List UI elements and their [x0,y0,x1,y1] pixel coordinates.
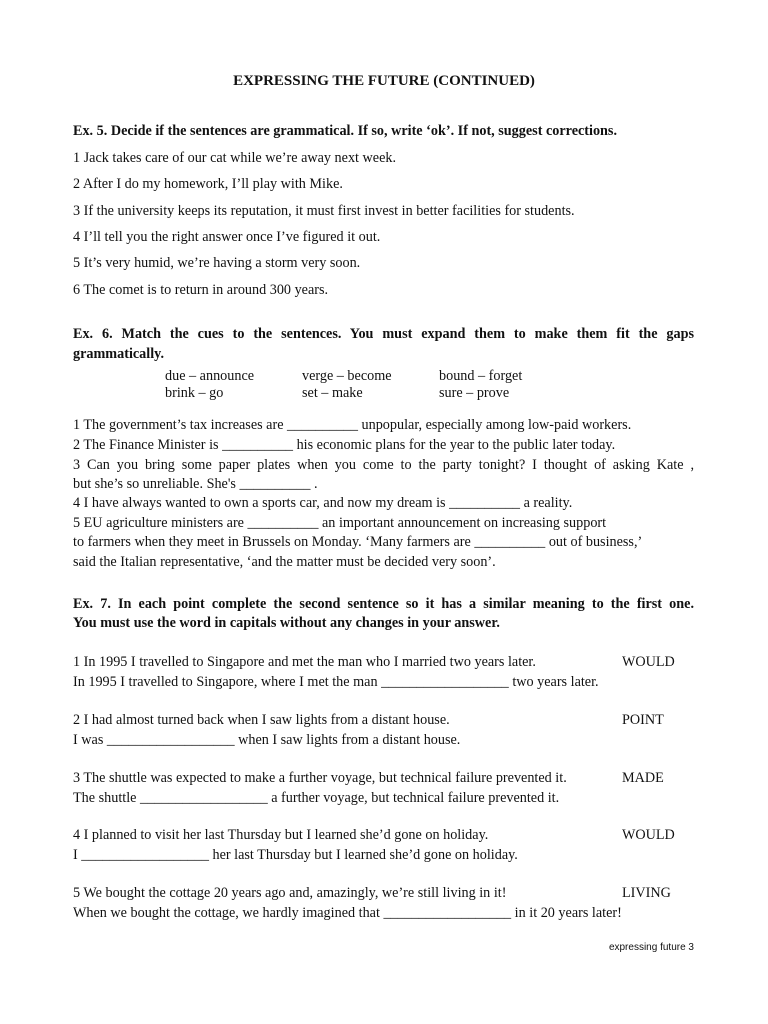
ex6-line: said the Italian representative, ‘and the matter must be decided very soon’. [73,554,496,570]
ex7-second-sentence: In 1995 I travelled to Singapore, where I met the man __________________ two years later. [73,674,599,690]
ex6-line: 4 I have always wanted to own a sports car, and now my dream is __________ a reality. [73,495,573,511]
ex7-keyword: LIVING [622,885,671,901]
ex7-keyword: WOULD [622,827,675,843]
ex6-line: 1 The government’s tax increases are __________ unpopular, especially among low-paid workers. [73,417,632,433]
ex6-heading: Ex. 6. Match the cues to the sentences. You must expand them to make them fit the gaps [73,326,694,342]
ex7-heading-cont: You must use the word in capitals without any changes in your answer. [73,615,500,631]
ex6-line: to farmers when they meet in Brussels on Monday. ‘Many farmers are __________ out of business,’ [73,534,643,550]
ex6-line: 5 EU agriculture ministers are __________ an important announcement on increasing support [73,515,607,531]
ex5-item: 3 If the university keeps its reputation, it must first invest in better facilities for students. [73,203,575,219]
ex7-keyword: POINT [622,712,664,728]
ex7-second-sentence: I was __________________ when I saw lights from a distant house. [73,732,461,748]
ex7-first-sentence: 2 I had almost turned back when I saw lights from a distant house. [73,712,450,728]
page-footer: expressing future 3 [608,942,694,953]
ex6-line: 3 Can you bring some paper plates when you come to the party tonight? I thought of asking Kate , [73,457,694,473]
cue-item: due – announce [165,368,255,384]
ex7-keyword: WOULD [622,654,675,670]
ex7-first-sentence: 5 We bought the cottage 20 years ago and, amazingly, we’re still living in it! [73,885,507,901]
ex6-heading-cont: grammatically. [73,346,165,362]
ex7-first-sentence: 1 In 1995 I travelled to Singapore and met the man who I married two years later. [73,654,536,670]
ex6-line: 2 The Finance Minister is __________ his economic plans for the year to the public later today. [73,437,616,453]
ex7-second-sentence: I __________________ her last Thursday but I learned she’d gone on holiday. [73,847,518,863]
ex7-first-sentence: 3 The shuttle was expected to make a further voyage, but technical failure prevented it. [73,770,567,786]
ex7-keyword: MADE [622,770,664,786]
ex6-line: but she’s so unreliable. She's __________ . [73,476,318,492]
cue-item: sure – prove [439,385,510,401]
ex5-heading: Ex. 5. Decide if the sentences are grammatical. If so, write ‘ok’. If not, suggest corrections. [73,123,618,139]
ex5-item: 2 After I do my homework, I’ll play with Mike. [73,176,343,192]
ex5-item: 6 The comet is to return in around 300 years. [73,282,329,298]
ex7-heading: Ex. 7. In each point complete the second sentence so it has a similar meaning to the first one. [73,596,694,612]
ex5-item: 1 Jack takes care of our cat while we’re away next week. [73,150,397,166]
cue-item: set – make [302,385,363,401]
cue-item: brink – go [165,385,224,401]
cue-item: verge – become [302,368,392,384]
ex7-second-sentence: When we bought the cottage, we hardly imagined that __________________ in it 20 years later! [73,905,622,921]
ex5-item: 4 I’ll tell you the right answer once I’ve figured it out. [73,229,381,245]
ex5-item: 5 It’s very humid, we’re having a storm very soon. [73,255,361,271]
page-title: EXPRESSING THE FUTURE (CONTINUED) [233,73,535,89]
ex7-first-sentence: 4 I planned to visit her last Thursday but I learned she’d gone on holiday. [73,827,489,843]
ex7-second-sentence: The shuttle __________________ a further voyage, but technical failure prevented it. [73,790,560,806]
cue-item: bound – forget [439,368,523,384]
